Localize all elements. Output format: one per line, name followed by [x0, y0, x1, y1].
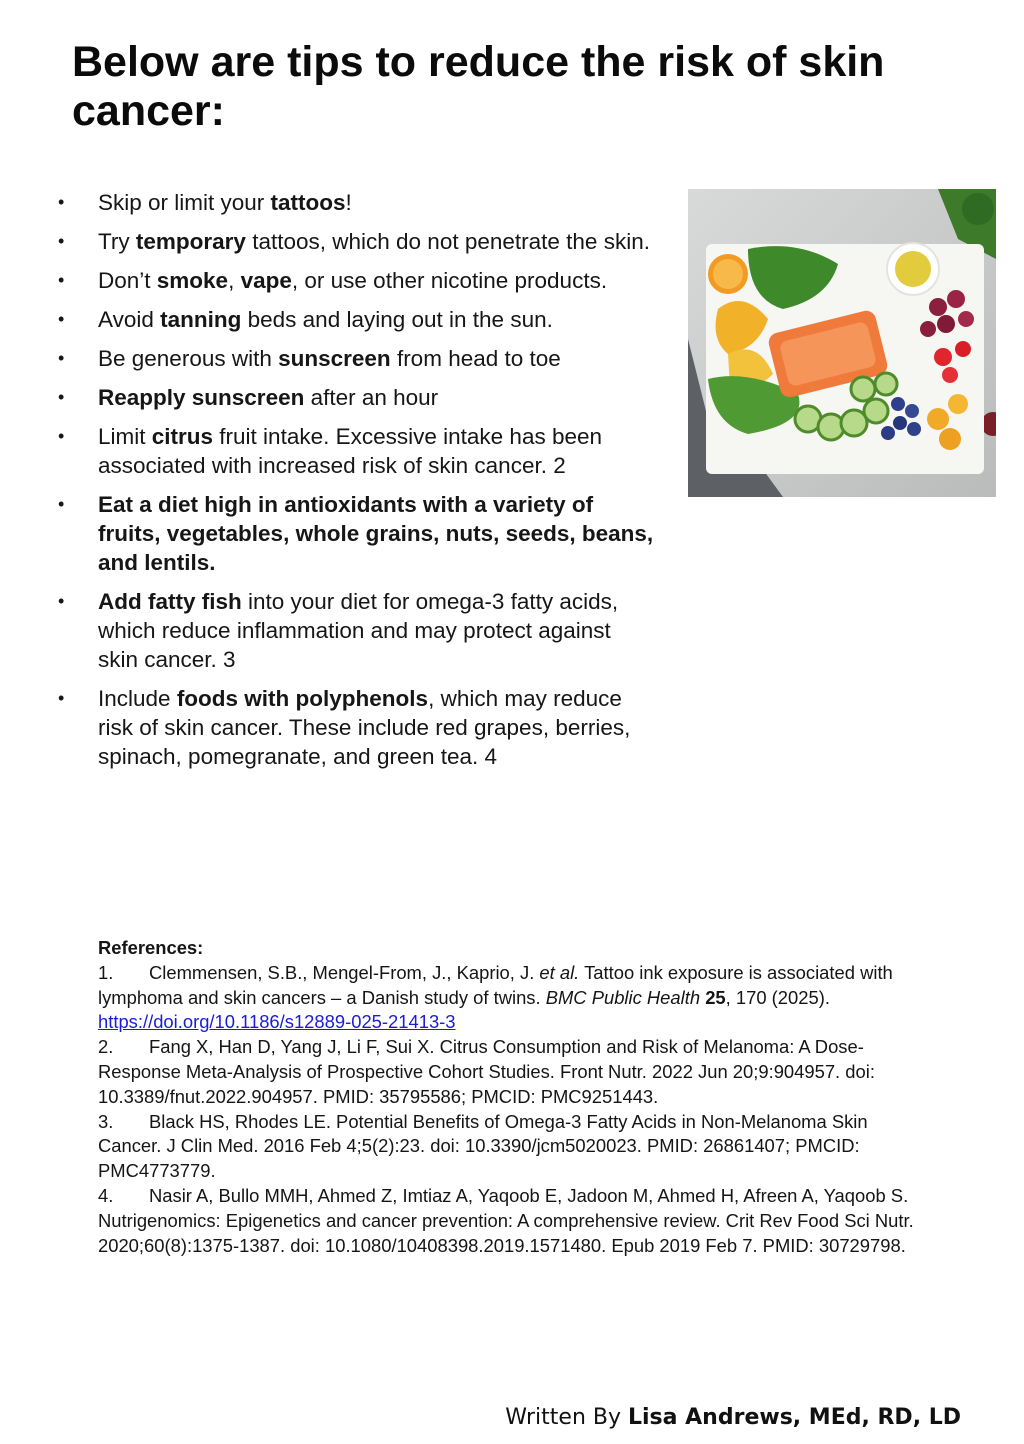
tip-item: • Limit citrus fruit intake. Excessive intake has been associated with increased risk of skin cancer. 2 [58, 424, 603, 478]
bullet-icon: • [58, 192, 65, 212]
tip-item: • Include foods with polyphenols, which may reduce risk of skin cancer. These include red grapes, berries, spinach, pomegranate, and green tea. 4 [58, 686, 631, 769]
bullet-icon: • [58, 231, 65, 251]
reference-item: 1. Clemmensen, S.B., Mengel-From, J., Kaprio, J. et al. Tattoo ink exposure is associated with lymphoma and skin cancers – a Danish study of twins. BMC Public Health 25, 170 (2025). https://doi.org/10.1186/s12889-025-21413-3 [98, 961, 893, 1033]
tip-item: • Avoid tanning beds and laying out in the sun. [58, 307, 553, 332]
references-heading: References: [98, 937, 204, 958]
bullet-icon: • [58, 688, 65, 708]
reference-item: 3. Black HS, Rhodes LE. Potential Benefits of Omega-3 Fatty Acids in Non-Melanoma Skin Cancer. J Clin Med. 2016 Feb 4;5(2):23. doi: 10.3390/jcm5020023. PMID: 26861407; PMCID: PMC4773779. [98, 1110, 868, 1182]
bullet-icon: • [58, 494, 65, 514]
bullet-icon: • [58, 426, 65, 446]
bullet-icon: • [58, 348, 65, 368]
reference-item: 2. Fang X, Han D, Yang J, Li F, Sui X. Citrus Consumption and Risk of Melanoma: A Dose-Response Meta-Analysis of Prospective Cohort Studies. Front Nutr. 2022 Jun 20;9:904957. doi: 10.3389/fnut.2022.904957. PMID: 35795586; PMCID: PMC9251443. [98, 1036, 875, 1107]
tip-item: • Try temporary tattoos, which do not penetrate the skin. [58, 229, 650, 254]
tip-item: • Reapply sunscreen after an hour [58, 385, 439, 410]
references-section [98, 936, 928, 1258]
bullet-icon: • [58, 591, 65, 611]
tip-item: • Be generous with sunscreen from head to toe [58, 346, 561, 371]
tip-item: • Skip or limit your tattoos! [58, 190, 352, 215]
tip-item: • Eat a diet high in antioxidants with a variety of fruits, vegetables, whole grains, nuts, seeds, beans, and lentils. [58, 492, 654, 575]
doi-link[interactable]: https://doi.org/10.1186/s12889-025-21413-3 [98, 1011, 456, 1033]
tips-list [56, 188, 656, 781]
tip-item: • Don’t smoke, vape, or use other nicotine products. [58, 268, 608, 293]
bullet-icon: • [58, 270, 65, 290]
reference-item: 4. Nasir A, Bullo MMH, Ahmed Z, Imtiaz A, Yaqoob E, Jadoon M, Ahmed H, Afreen A, Yaqoob S. Nutrigenomics: Epigenetics and cancer prevention: A comprehensive review. Crit Rev Food Sci Nutr. 2020;60(8):1375-1387. doi: 10.1080/10408398.2019.1571480. Epub 2019 Feb 7. PMID: 30729798. [98, 1184, 914, 1256]
bullet-icon: • [58, 387, 65, 407]
bullet-icon: • [58, 309, 65, 329]
salmon-plate-photo [688, 189, 996, 497]
page-title: Below are tips to reduce the risk of skin cancer: [72, 38, 885, 135]
author-byline: Written By Lisa Andrews, MEd, RD, LD [505, 1405, 961, 1430]
tip-item: • Add fatty fish into your diet for omega-3 fatty acids, which reduce inflammation and may protect against skin cancer. 3 [58, 589, 619, 672]
